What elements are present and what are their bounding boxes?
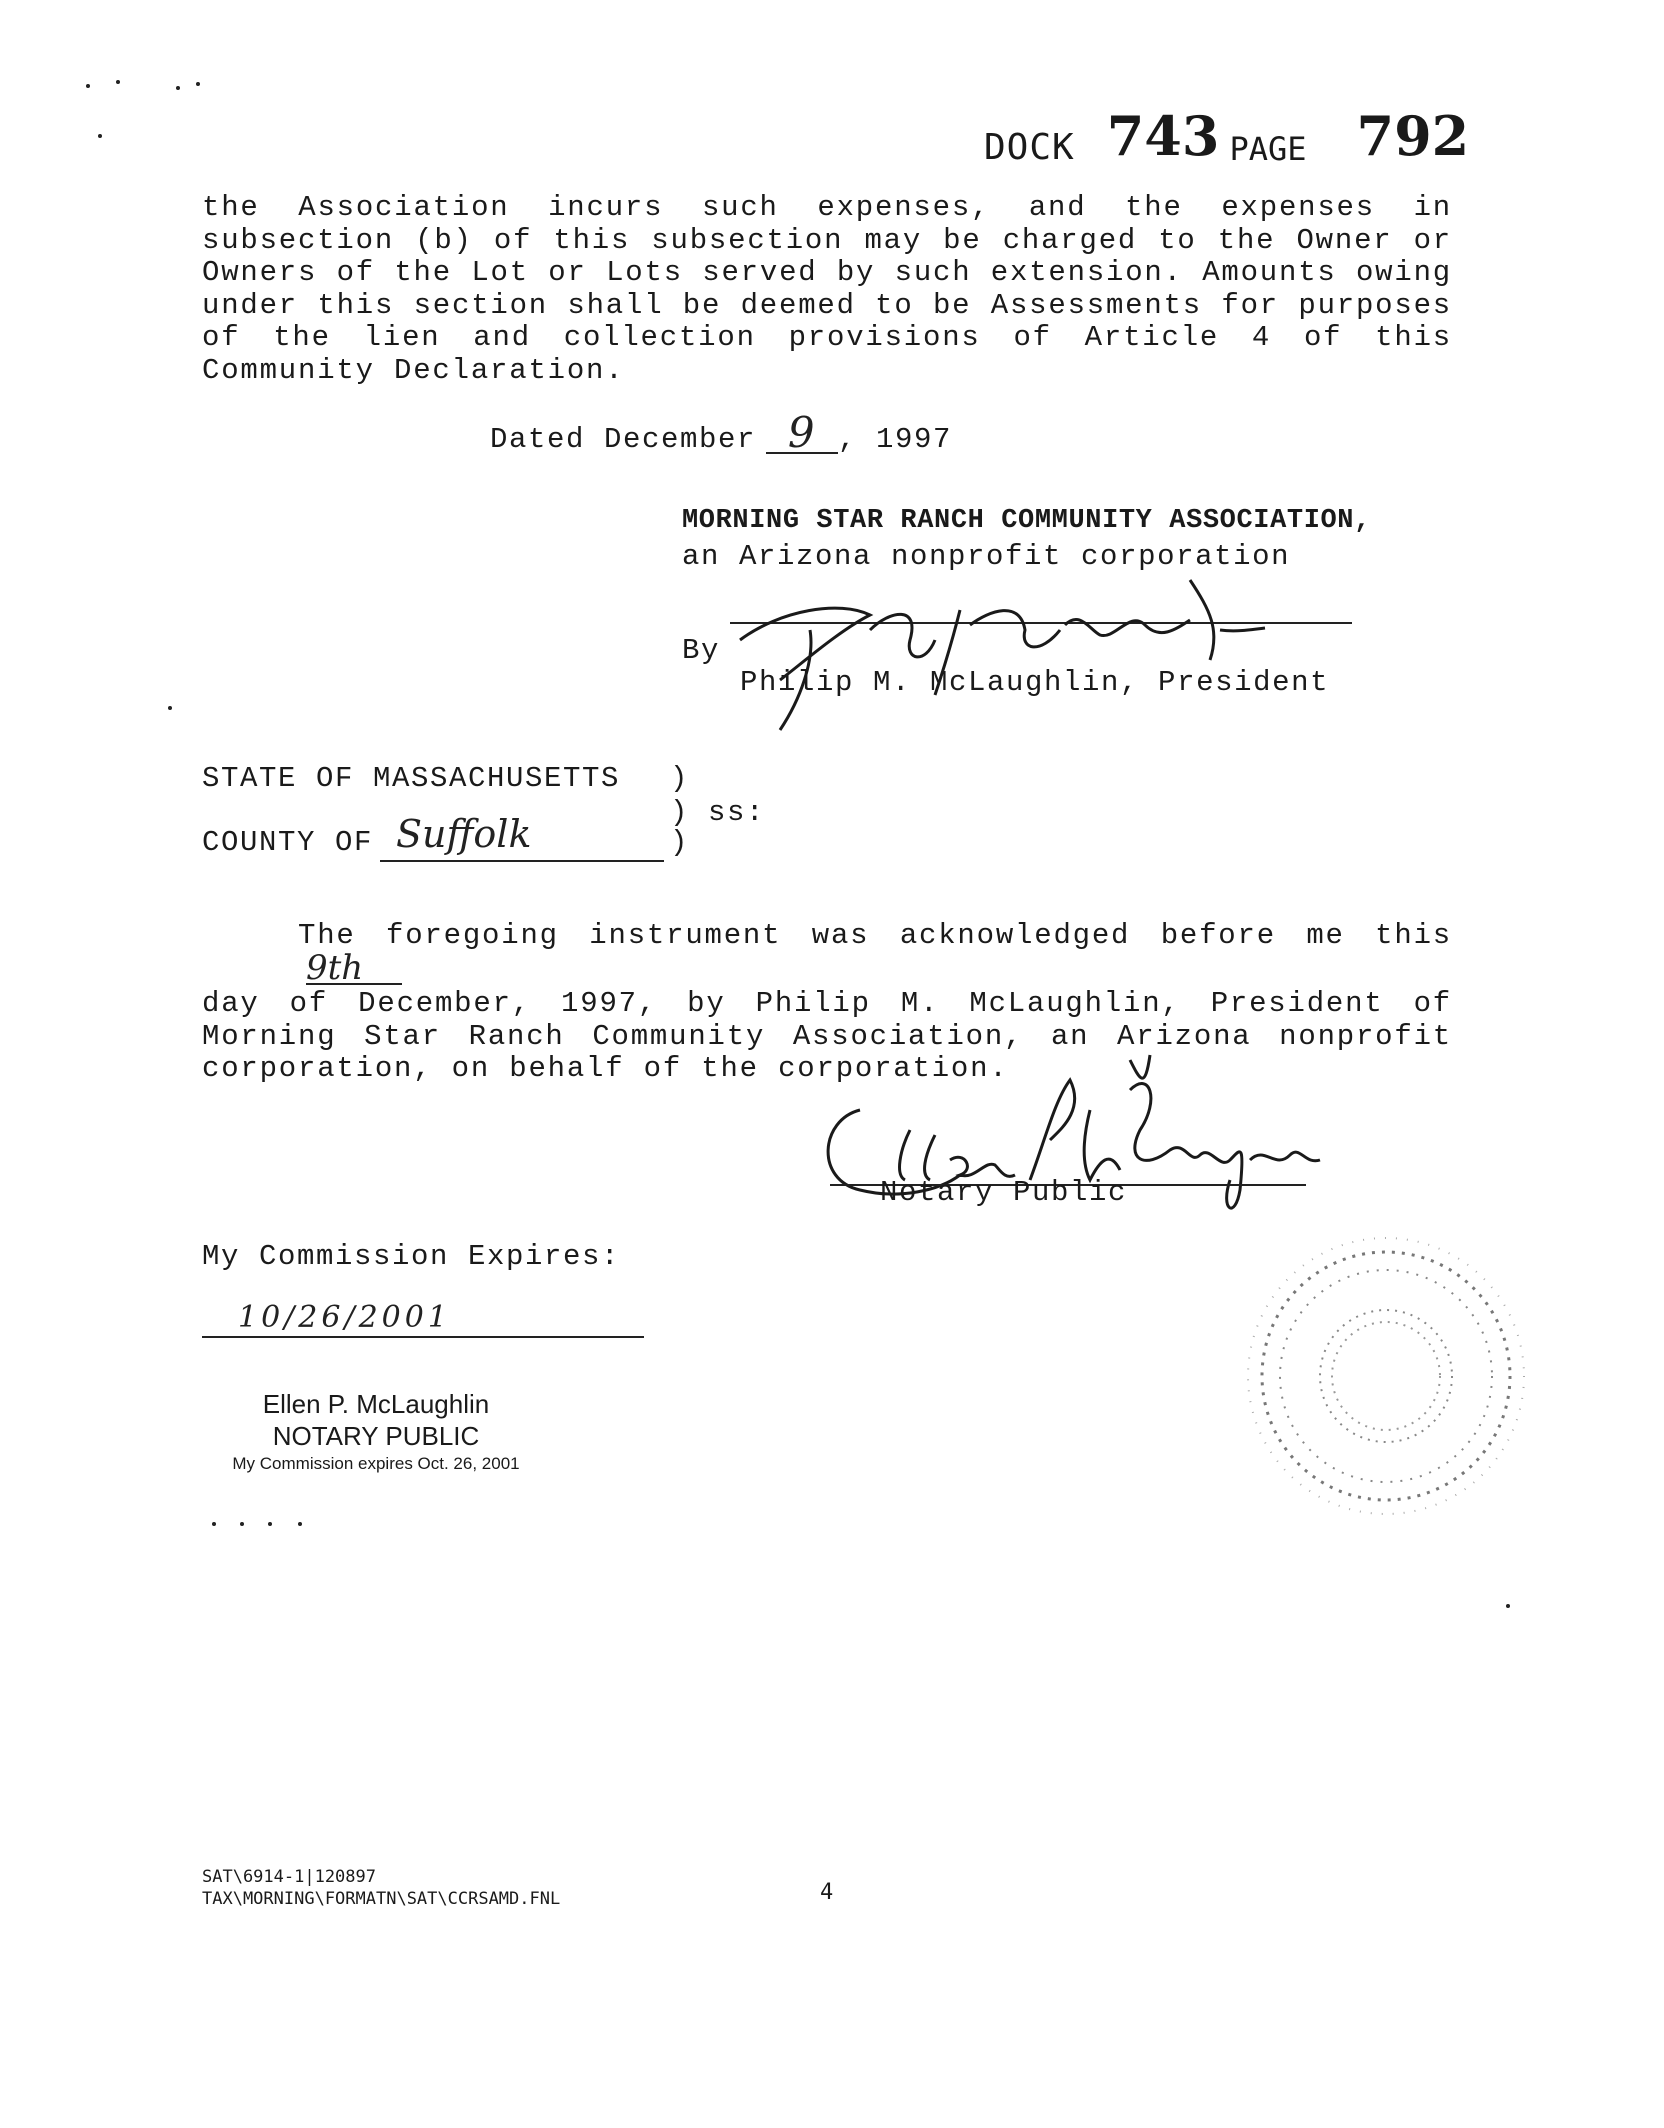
scan-speck: [196, 82, 200, 86]
association-description: an Arizona nonprofit corporation: [682, 540, 1291, 573]
scan-speck: [298, 1522, 302, 1526]
notary-name-stamp: [226, 1388, 526, 1476]
scan-speck: [86, 84, 90, 88]
commission-date-handwritten: 10/26/2001: [238, 1300, 451, 1335]
page-number-footer: 4: [820, 1880, 834, 1905]
association-name: MORNING STAR RANCH COMMUNITY ASSOCIATION,: [682, 506, 1371, 536]
dated-prefix: Dated December: [490, 423, 757, 456]
commission-line: [202, 1336, 644, 1338]
ack-line: Morning Star Ranch Community Association, an Arizona nonprofit: [202, 1019, 1452, 1053]
ss-label: ) ss:: [670, 796, 766, 829]
paren-bottom: ): [670, 826, 690, 859]
paren-top: ): [670, 762, 690, 795]
ack-line: day of December, 1997, by Philip M. McLaughlin, President of: [202, 987, 1452, 1020]
book-label: DOCK: [984, 127, 1075, 168]
page-number: 792: [1356, 104, 1470, 168]
scan-speck: [168, 706, 172, 710]
county-handwritten: Suffolk: [396, 812, 532, 856]
ack-line: corporation, on behalf of the corporation.: [202, 1052, 1009, 1085]
stamp-title: NOTARY PUBLIC: [272, 1421, 480, 1451]
scan-speck: [212, 1522, 216, 1526]
body-line: of the lien and collection provisions of Article 4 of this: [202, 321, 1452, 354]
state-label: STATE OF MASSACHUSETTS: [202, 762, 621, 795]
stamp-name: Ellen P. McLaughlin: [262, 1389, 490, 1419]
recording-stamp: [984, 98, 1469, 168]
body-line: subsection (b) of this subsection may be charged to the Owner or: [202, 223, 1452, 257]
ack-line: The foregoing instrument was acknowledged before me this 9th: [298, 919, 1452, 988]
file-line-2: TAX\MORNING\FORMATN\SAT\CCRSAMD.FNL: [202, 1889, 561, 1909]
body-line: Community Declaration.: [202, 353, 625, 387]
stamp-expiry: My Commission expires Oct. 26, 2001: [232, 1454, 520, 1473]
ack-day-handwritten: 9th: [306, 953, 402, 985]
by-label: By: [682, 634, 721, 667]
dated-year: , 1997: [838, 423, 953, 456]
book-number: 743: [1106, 104, 1220, 168]
scan-speck: [1506, 1604, 1510, 1608]
body-line: under this section shall be deemed to be Assessments for purposes: [202, 288, 1452, 322]
commission-label: My Commission Expires:: [202, 1240, 621, 1273]
dated-day-handwritten: 9: [766, 414, 838, 454]
dated-line: [490, 408, 953, 457]
body-line: Owners of the Lot or Lots served by such extension. Amounts owing: [202, 256, 1452, 289]
page-label: PAGE: [1229, 130, 1307, 168]
body-line: the Association incurs such expenses, and the expenses in: [202, 191, 1452, 224]
scan-speck: [176, 86, 180, 90]
scan-speck: [98, 134, 102, 138]
county-label: COUNTY OF: [202, 826, 374, 859]
body-paragraph: [202, 192, 1452, 387]
file-reference: [202, 1866, 560, 1910]
notary-title: Notary Public: [880, 1176, 1128, 1209]
scan-speck: [268, 1522, 272, 1526]
notary-seal: [1228, 1232, 1538, 1522]
signer-name: Philip M. McLaughlin, President: [740, 666, 1330, 699]
county-line: [380, 860, 664, 862]
scan-speck: [240, 1522, 244, 1526]
file-line-1: SAT\6914-1|120897: [202, 1867, 376, 1887]
scan-speck: [116, 80, 120, 84]
president-signature: [720, 570, 1280, 740]
